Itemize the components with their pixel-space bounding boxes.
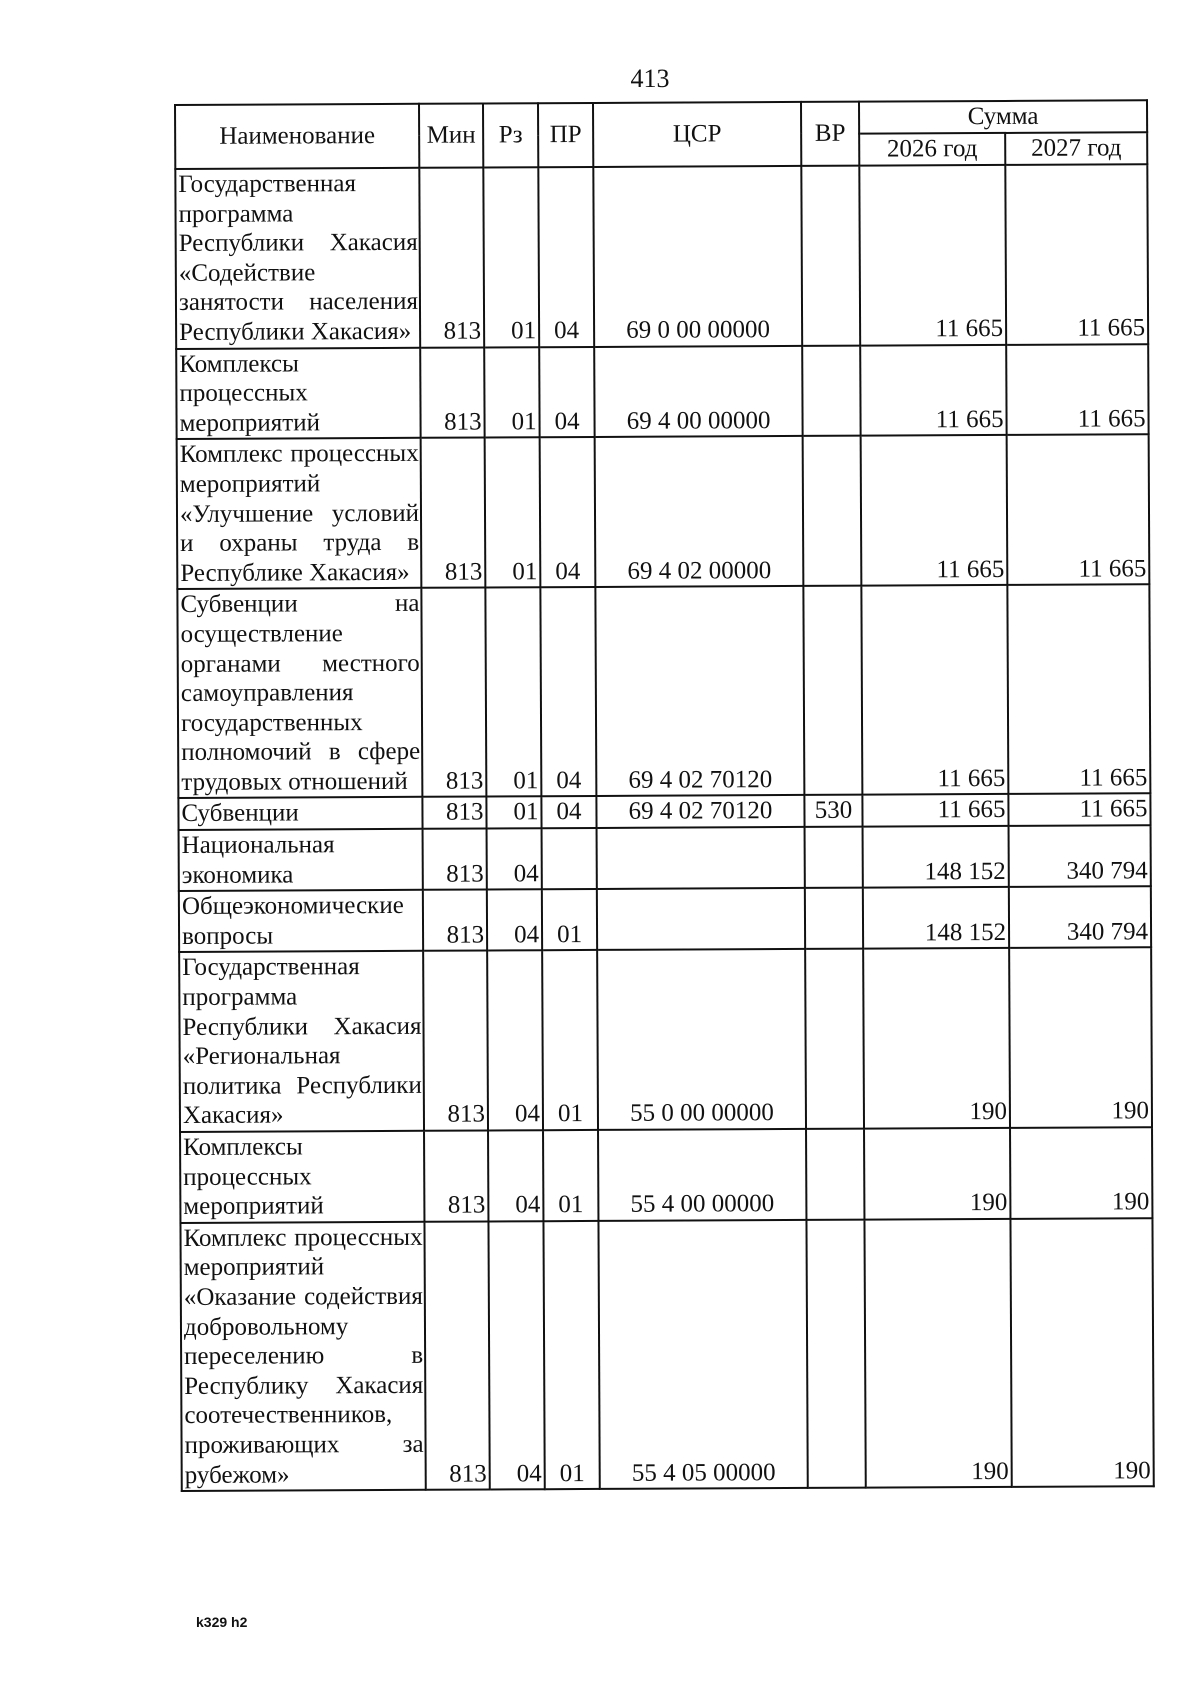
cell-min: 813 (423, 951, 488, 1131)
cell-sum-2026: 11 665 (862, 794, 1008, 826)
header-pr: ПР (538, 103, 593, 167)
cell-name: Комплекс процессных мероприятий «Оказание содействия добровольному переселению в Республику Хакасия соотечественников, проживающих за рубежом» (180, 1222, 425, 1492)
cell-vr (805, 827, 863, 888)
table-row (179, 886, 1151, 952)
cell-sum-2026: 148 152 (863, 887, 1009, 949)
cell-sum-2026: 11 665 (861, 585, 1008, 795)
cell-pr: 04 (538, 167, 594, 347)
budget-table (174, 99, 1155, 1492)
cell-sum-2026: 190 (863, 948, 1010, 1128)
cell-rz: 04 (487, 828, 542, 889)
cell-csr (597, 888, 805, 950)
header-name: Наименование (175, 104, 419, 169)
page-number: 413 (630, 64, 670, 93)
cell-csr: 69 4 00 00000 (594, 345, 802, 437)
cell-min: 813 (423, 829, 487, 890)
cell-sum-2026: 148 152 (863, 826, 1009, 888)
cell-sum-2026: 11 665 (861, 435, 1008, 586)
cell-min: 813 (424, 1130, 488, 1221)
cell-vr (806, 1129, 864, 1220)
cell-vr: 530 (804, 795, 862, 827)
cell-name: Комплекс процессных мероприятий «Улучшение условий и охраны труда в Республике Хакасия» (177, 438, 422, 589)
cell-pr: 04 (541, 796, 596, 828)
cell-csr: 55 0 00 00000 (597, 949, 806, 1130)
table-body (175, 164, 1153, 1491)
cell-sum-2027: 11 665 (1008, 794, 1150, 826)
table-row (175, 164, 1148, 348)
header-vr: ВР (801, 102, 859, 166)
table-row (177, 435, 1150, 590)
cell-name: Комплексы процессных мероприятий (176, 347, 420, 439)
table-row (180, 1218, 1153, 1491)
cell-min: 813 (422, 797, 486, 829)
cell-sum-2027: 11 665 (1007, 585, 1150, 795)
cell-rz: 01 (485, 588, 541, 797)
cell-rz: 01 (483, 167, 539, 347)
cell-pr: 01 (542, 950, 598, 1130)
cell-sum-2026: 11 665 (859, 165, 1006, 345)
header-year-2026: 2026 год (859, 133, 1005, 166)
cell-rz: 04 (487, 951, 543, 1131)
cell-name: Субвенции (178, 797, 422, 830)
cell-rz: 01 (486, 797, 541, 829)
footer-code: k329 h2 (196, 1614, 248, 1630)
table-row (179, 948, 1152, 1132)
cell-sum-2027: 11 665 (1006, 344, 1148, 435)
header-year-2027: 2027 год (1005, 132, 1147, 165)
cell-csr: 69 4 02 70120 (596, 795, 804, 828)
cell-csr: 69 4 02 70120 (595, 586, 804, 796)
cell-pr: 01 (542, 889, 597, 950)
cell-vr (802, 345, 860, 436)
cell-name: Комплексы процессных мероприятий (180, 1131, 424, 1223)
cell-vr (805, 888, 863, 949)
header-sum: Сумма (859, 100, 1147, 133)
cell-name: Государственная программа Республики Хакасия «Содействие занятости населения Республики Хакасия» (175, 168, 420, 349)
cell-sum-2027: 11 665 (1007, 435, 1150, 586)
cell-pr: 04 (540, 587, 596, 796)
cell-rz: 01 (484, 347, 539, 438)
cell-sum-2026: 11 665 (860, 344, 1006, 435)
header-rz: Рз (483, 103, 538, 167)
cell-name: Общеэкономические вопросы (179, 890, 423, 952)
cell-sum-2026: 190 (864, 1128, 1010, 1219)
cell-rz: 04 (488, 1221, 544, 1490)
cell-vr (806, 1219, 865, 1488)
cell-rz: 04 (487, 889, 542, 950)
cell-name: Национальная экономика (179, 829, 423, 891)
cell-min: 813 (420, 347, 484, 438)
cell-pr: 01 (543, 1221, 599, 1490)
cell-sum-2027: 11 665 (1005, 164, 1148, 344)
cell-pr: 04 (539, 347, 594, 438)
cell-sum-2026: 190 (864, 1219, 1011, 1488)
table-row (178, 794, 1150, 830)
table-row (179, 825, 1151, 891)
table-row (176, 344, 1148, 440)
cell-pr: 04 (540, 437, 596, 587)
cell-min: 813 (423, 890, 487, 951)
cell-sum-2027: 340 794 (1009, 886, 1151, 948)
cell-sum-2027: 340 794 (1009, 825, 1151, 887)
cell-csr: 55 4 00 00000 (598, 1129, 806, 1221)
cell-rz: 01 (485, 438, 541, 588)
cell-min: 813 (421, 438, 486, 588)
table-header (175, 100, 1147, 169)
cell-min: 813 (419, 167, 484, 347)
header-min: Мин (419, 103, 483, 167)
cell-csr (597, 827, 805, 889)
cell-csr: 55 4 05 00000 (598, 1220, 807, 1489)
cell-min: 813 (421, 588, 486, 797)
cell-csr: 69 0 00 00000 (593, 166, 802, 347)
cell-name: Государственная программа Республики Хакасия «Региональная политика Республики Хакасия» (179, 951, 424, 1132)
cell-csr: 69 4 02 00000 (595, 436, 804, 587)
cell-name: Субвенции на осуществление органами местного самоуправления государственных полномочий в сфере трудовых отношений (177, 588, 422, 798)
table-row (180, 1127, 1152, 1223)
cell-rz: 04 (488, 1130, 543, 1221)
cell-sum-2027: 190 (1010, 1218, 1153, 1487)
cell-vr (805, 949, 864, 1129)
cell-sum-2027: 190 (1010, 1127, 1152, 1218)
cell-vr (803, 586, 862, 795)
cell-pr: 01 (543, 1130, 598, 1221)
cell-pr (542, 828, 597, 889)
table-row (177, 585, 1150, 799)
cell-sum-2027: 190 (1009, 948, 1152, 1128)
header-csr: ЦСР (593, 102, 801, 167)
cell-min: 813 (424, 1221, 489, 1490)
cell-vr (803, 436, 862, 586)
cell-vr (801, 166, 860, 346)
